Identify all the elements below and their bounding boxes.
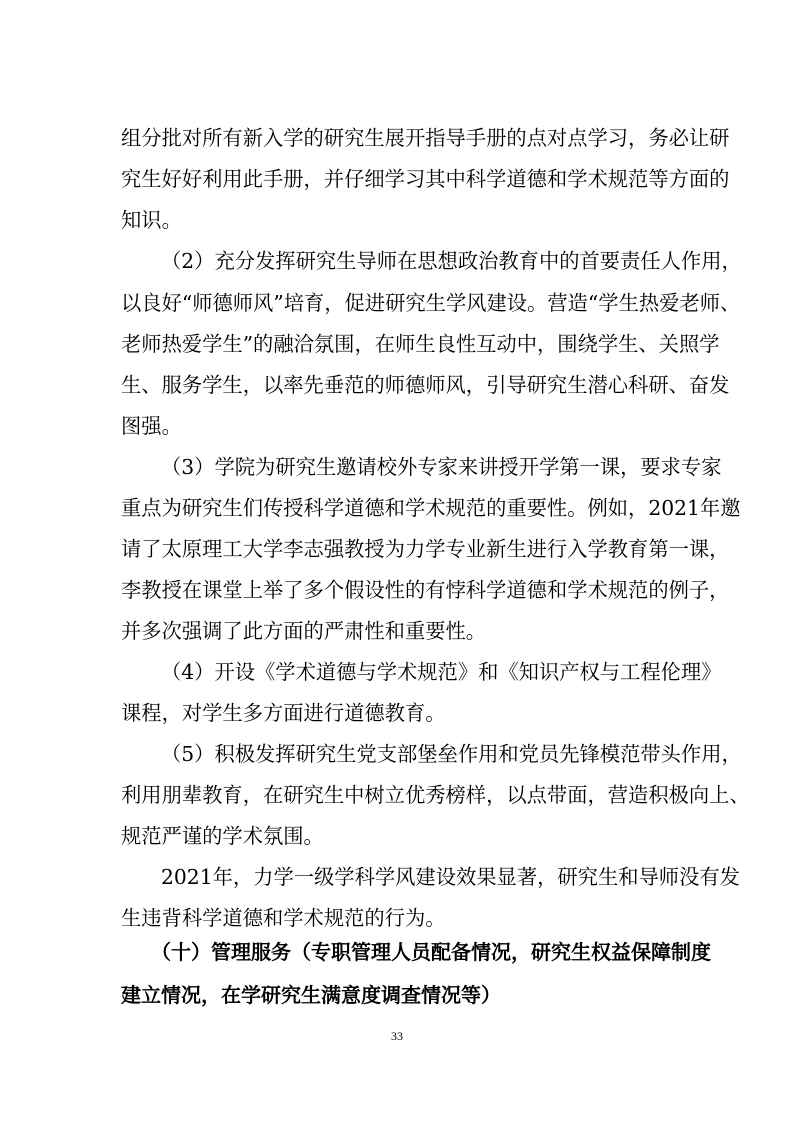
section-heading-line-2: 建立情况，在学研究生满意度调查情况等）: [121, 983, 501, 1007]
paragraph-2-line-2: 以良好“师德师风”培育，促进研究生学风建设。营造“学生热爱老师、: [121, 291, 741, 315]
paragraph-6-line-2: 生违背科学道德和学术规范的行为。: [121, 906, 446, 930]
paragraph-5-line-3: 规范严谨的学术氛围。: [121, 824, 324, 848]
paragraph-5-line-2: 利用朋辈教育，在研究生中树立优秀榜样，以点带面，营造积极向上、: [121, 783, 750, 807]
paragraph-3-line-3: 请了太原理工大学李志强教授为力学专业新生进行入学教育第一课，: [121, 537, 730, 561]
paragraph-4-line-1: （4）开设《学术道德与学术规范》和《知识产权与工程伦理》: [161, 660, 722, 684]
paragraph-6-line-1: 2021年，力学一级学科学风建设效果显著，研究生和导师没有发: [161, 865, 740, 889]
paragraph-1-line-1: 组分批对所有新入学的研究生展开指导手册的点对点学习，务必让研: [121, 126, 730, 150]
paragraph-1-line-3: 知识。: [121, 208, 182, 232]
paragraph-2-line-1: （2）充分发挥研究生导师在思想政治教育中的首要责任人作用，: [161, 249, 742, 273]
paragraph-3-line-5: 并多次强调了此方面的严肃性和重要性。: [121, 619, 487, 643]
paragraph-5-line-1: （5）积极发挥研究生党支部堡垒作用和党员先锋模范带头作用，: [161, 742, 742, 766]
paragraph-2-line-3: 老师热爱学生”的融洽氛围，在师生良性互动中，围绕学生、关照学: [121, 332, 720, 356]
paragraph-2-line-5: 图强。: [121, 414, 182, 438]
section-heading-line-1: （十）管理服务（专职管理人员配备情况，研究生权益保障制度: [151, 940, 711, 964]
page-number: 33: [391, 1029, 403, 1043]
paragraph-3-line-4: 李教授在课堂上举了多个假设性的有悖科学道德和学术规范的例子，: [121, 578, 730, 602]
paragraph-3-line-1: （3）学院为研究生邀请校外专家来讲授开学第一课，要求专家: [161, 455, 722, 479]
paragraph-1-line-2: 究生好好利用此手册，并仔细学习其中科学道德和学术规范等方面的: [121, 167, 730, 191]
paragraph-2-line-4: 生、服务学生，以率先垂范的师德师风，引导研究生潜心科研、奋发: [121, 373, 730, 397]
paragraph-4-line-2: 课程，对学生多方面进行道德教育。: [121, 701, 446, 725]
paragraph-3-line-2: 重点为研究生们传授科学道德和学术规范的重要性。例如，2021年邀: [121, 496, 741, 520]
